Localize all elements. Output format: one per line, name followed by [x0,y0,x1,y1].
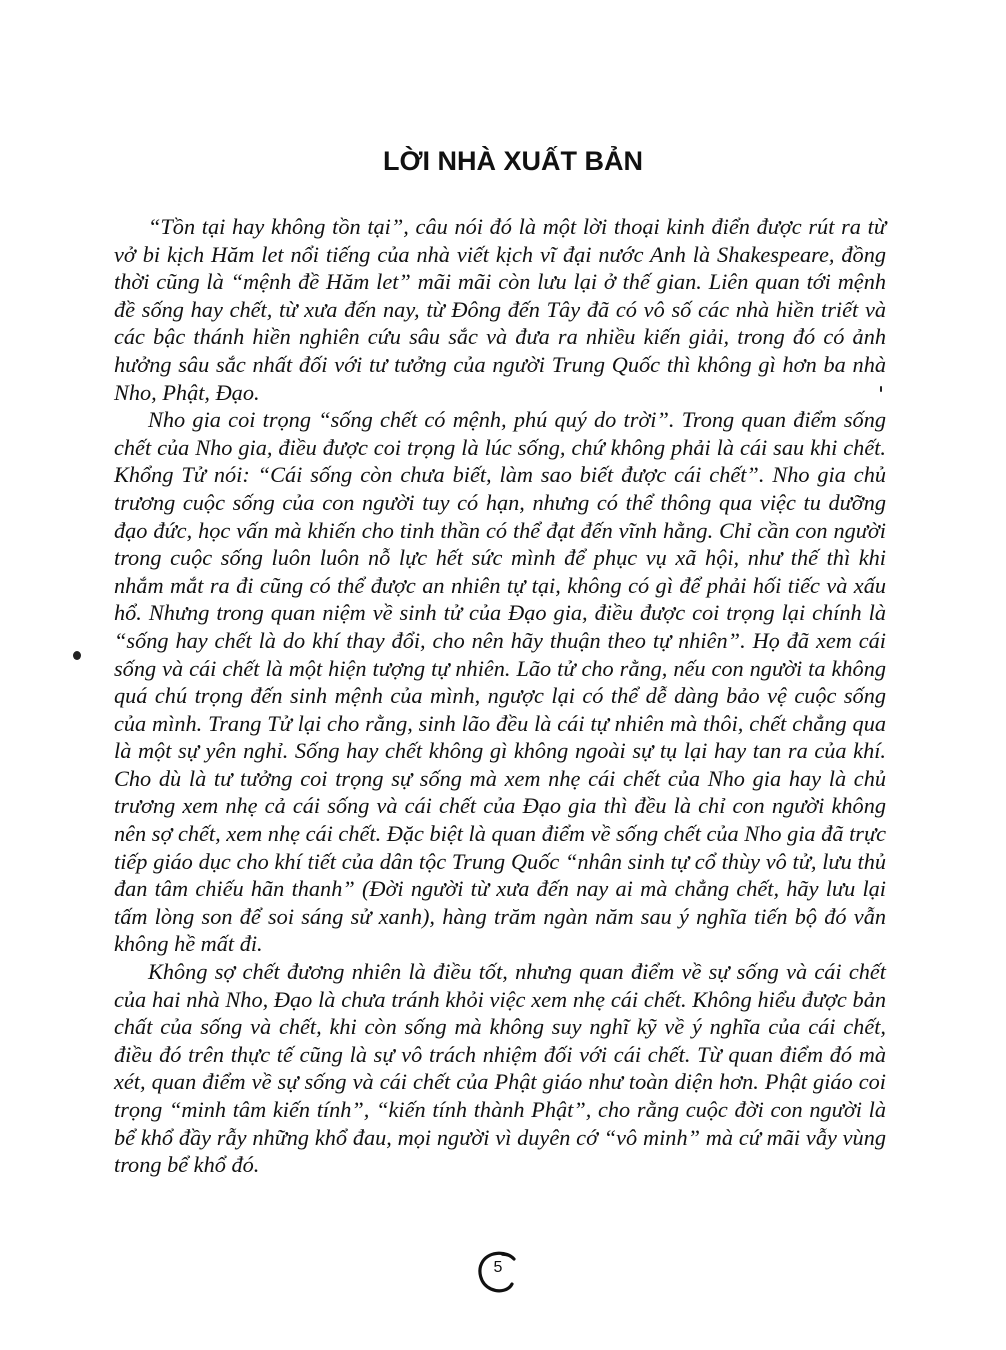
paragraph-2: Nho gia coi trọng “sống chết có mệnh, phú quý do trời”. Trong quan điểm sống chết của Nho gia, điều được coi trọng là lúc sống, chứ không phải là cái sau khi chết. Khổng Tử nói: “Cái sống còn chưa biết, làm sao biết được cái chết”. Nho gia chủ trương cuộc sống của con người tuy có hạn, nhưng có thể thông qua việc tu dưỡng đạo đức, học vấn mà khiến cho tinh thần có thể đạt đến vĩnh hằng. Chỉ cần con người trong cuộc sống luôn luôn nỗ lực hết sức mình để phục vụ xã hội, như thế thì khi nhắm mắt ra đi cũng có thể được an nhiên tự tại, không có gì để phải hối tiếc và xấu hổ. Nhưng trong quan niệm về sinh tử của Đạo gia, điều được coi trọng lại chính là “sống hay chết là do khí thay đổi, cho nên hãy thuận theo tự nhiên”. Họ đã xem cái sống và cái chết là một hiện tượng tự nhiên. Lão tử cho rằng, nếu con người ta không quá chú trọng đến sinh mệnh của mình, ngược lại có thể dễ dàng bảo vệ cuộc sống của mình. Trang Tử lại cho rằng, sinh lão đều là cái tự nhiên mà thôi, chết chẳng qua là một sự yên nghỉ. Sống hay chết không gì không ngoài sự tụ lại hay tan ra của khí. Cho dù là tư tưởng coi trọng sự sống mà xem nhẹ cái chết của Nho gia hay là chủ trương xem nhẹ cả cái sống và cái chết của Đạo gia thì đều là chỉ con người không nên sợ chết, xem nhẹ cái chết. Đặc biệt là quan điểm về sống chết của Nho gia đã trực tiếp giáo dục cho khí tiết của dân tộc Trung Quốc “nhân sinh tự cổ thùy vô tử, lưu thủ đan tâm chiếu hãn thanh” (Đời người từ xưa đến nay ai mà chẳng chết, hãy lưu lại tấm lòng son để soi sáng sử xanh), hàng trăm ngàn năm sau ý nghĩa tiến bộ đó vẫn không hề mất đi. [114,407,886,957]
paragraph-1: “Tồn tại hay không tồn tại”, câu nói đó là một lời thoại kinh điển được rút ra từ vở bi kịch Hăm let nổi tiếng của nhà viết kịch vĩ đại nước Anh là Shakespeare, đồng thời cũng là “mệnh đề Hăm let” mãi mãi còn lưu lại ở thế gian. Liên quan tới mệnh đề sống hay chết, từ xưa đến nay, từ Đông đến Tây đã có vô số các nhà hiền triết và các bậc thánh hiền nghiên cứu sâu sắc và đưa ra nhiều kiến giải, trong đó có ảnh hưởng sâu sắc nhất đối với tư tưởng của người Trung Quốc thì không gì hơn ba nhà Nho, Phật, Đạo. [114,214,886,405]
ink-speck [73,651,81,660]
paragraph-3: Không sợ chết đương nhiên là điều tốt, nhưng quan điểm về sự sống và cái chết của hai nhà Nho, Đạo là chưa tránh khỏi việc xem nhẹ cái chết. Không hiểu được bản chất của sống và chết, khi còn sống mà không suy nghĩ kỹ về ý nghĩa của cái chết, điều đó trên thực tế cũng là sự vô trách nhiệm đối với cái chết. Từ quan điểm đó mà xét, quan điểm về sự sống và cái chết của Phật giáo như toàn diện hơn. Phật giáo coi trọng “minh tâm kiến tính”, “kiến tính thành Phật”, cho rằng cuộc đời con người là bể khổ đầy rẫy những khổ đau, mọi người vì duyên cớ “vô minh” mà cứ mãi vẫy vùng trong bể khổ đó. [114,959,886,1178]
ink-speck [880,386,882,392]
page-number-badge [476,1250,520,1294]
page-number: 5 [493,1259,503,1276]
page-title: LỜI NHÀ XUẤT BẢN [382,146,644,176]
body-text [114,213,886,1179]
